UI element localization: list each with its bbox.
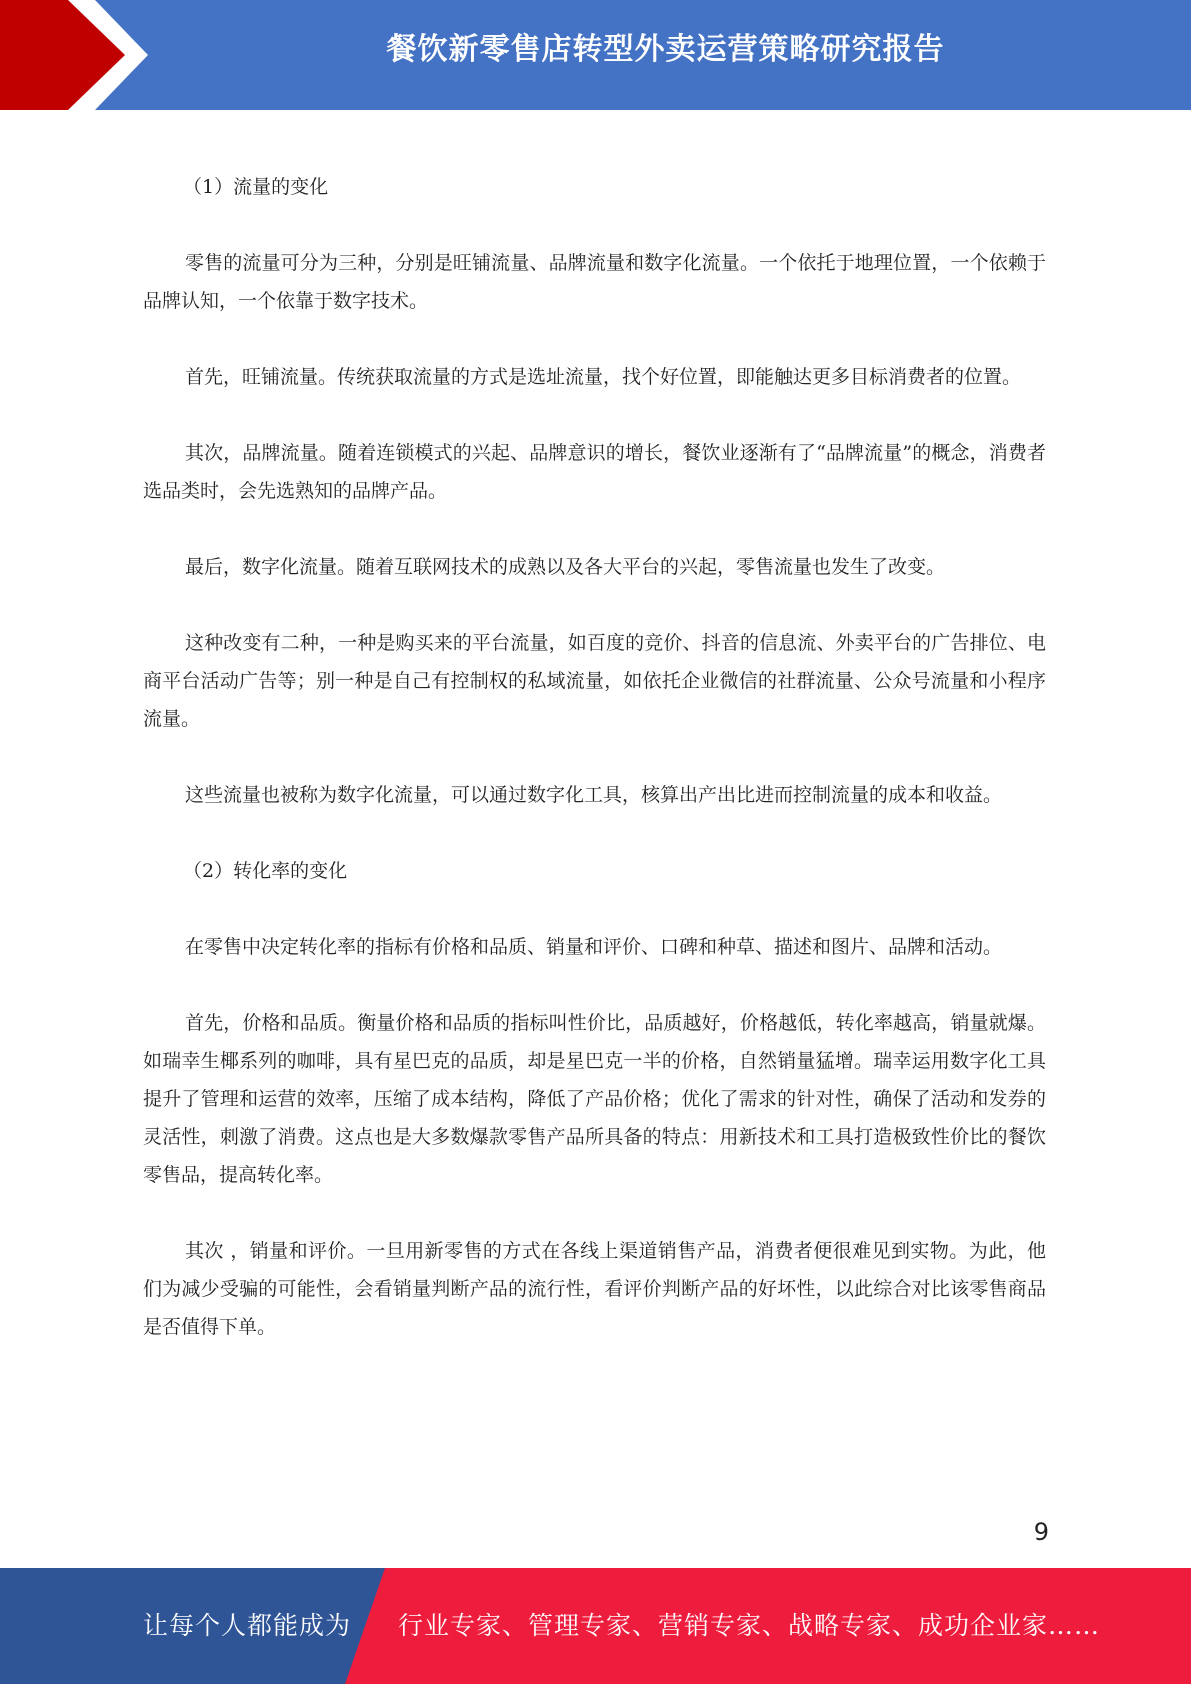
header-arrow-decoration: [0, 0, 160, 110]
subheading-traffic-change: （1）流量的变化: [183, 176, 329, 198]
footer-slogan-left: 让每个人都能成为: [143, 1611, 352, 1640]
paragraph: 这种改变有二种，一种是购买来的平台流量，如百度的竞价、抖音的信息流、外卖平台的广告排位、电商平台活动广告等；别一种是自己有控制权的私域流量，如依托企业微信的社群流量、公众号流量和小程序流量。: [143, 632, 1046, 730]
paragraph: 零售的流量可分为三种，分别是旺铺流量、品牌流量和数字化流量。一个依托于地理位置，一个依赖于品牌认知，一个依靠于数字技术。: [143, 252, 1046, 312]
paragraph: 首先，价格和品质。衡量价格和品质的指标叫性价比，品质越好，价格越低，转化率越高，销量就爆。如瑞幸生椰系列的咖啡，具有星巴克的品质，却是星巴克一半的价格，自然销量猛增。瑞幸运用数字化工具提升了管理和运营的效率，压缩了成本结构，降低了产品价格；优化了需求的针对性，确保了活动和发券的灵活性，刺激了消费。这点也是大多数爆款零售产品所具备的特点：用新技术和工具打造极致性价比的餐饮零售品，提高转化率。: [143, 1012, 1046, 1186]
page-number: 9: [1033, 1518, 1049, 1546]
paragraph: 最后，数字化流量。随着互联网技术的成熟以及各大平台的兴起，零售流量也发生了改变。: [185, 556, 946, 578]
paragraph: 首先，旺铺流量。传统获取流量的方式是选址流量，找个好位置，即能触达更多目标消费者的位置。: [185, 366, 1022, 388]
footer-slogan-right: 行业专家、管理专家、营销专家、战略专家、成功企业家……: [398, 1611, 1101, 1640]
header-banner: [0, 0, 1191, 110]
paragraph: 在零售中决定转化率的指标有价格和品质、销量和评价、口碑和种草、描述和图片、品牌和活动。: [185, 936, 1003, 958]
report-title: 餐饮新零售店转型外卖运营策略研究报告: [386, 32, 945, 67]
subheading-conversion-change: （2）转化率的变化: [183, 860, 348, 882]
paragraph: 这些流量也被称为数字化流量，可以通过数字化工具，核算出产出比进而控制流量的成本和收益。: [185, 784, 1003, 806]
paragraph: 其次，品牌流量。随着连锁模式的兴起、品牌意识的增长，餐饮业逐渐有了“品牌流量”的概念，消费者选品类时，会先选熟知的品牌产品。: [143, 442, 1046, 502]
document-body: [143, 168, 1046, 1384]
footer-banner: [0, 1568, 1191, 1684]
paragraph: 其次 ，销量和评价。一旦用新零售的方式在各线上渠道销售产品，消费者便很难见到实物。为此，他们为减少受骗的可能性，会看销量判断产品的流行性，看评价判断产品的好坏性，以此综合对比该零售商品是否值得下单。: [143, 1240, 1046, 1338]
